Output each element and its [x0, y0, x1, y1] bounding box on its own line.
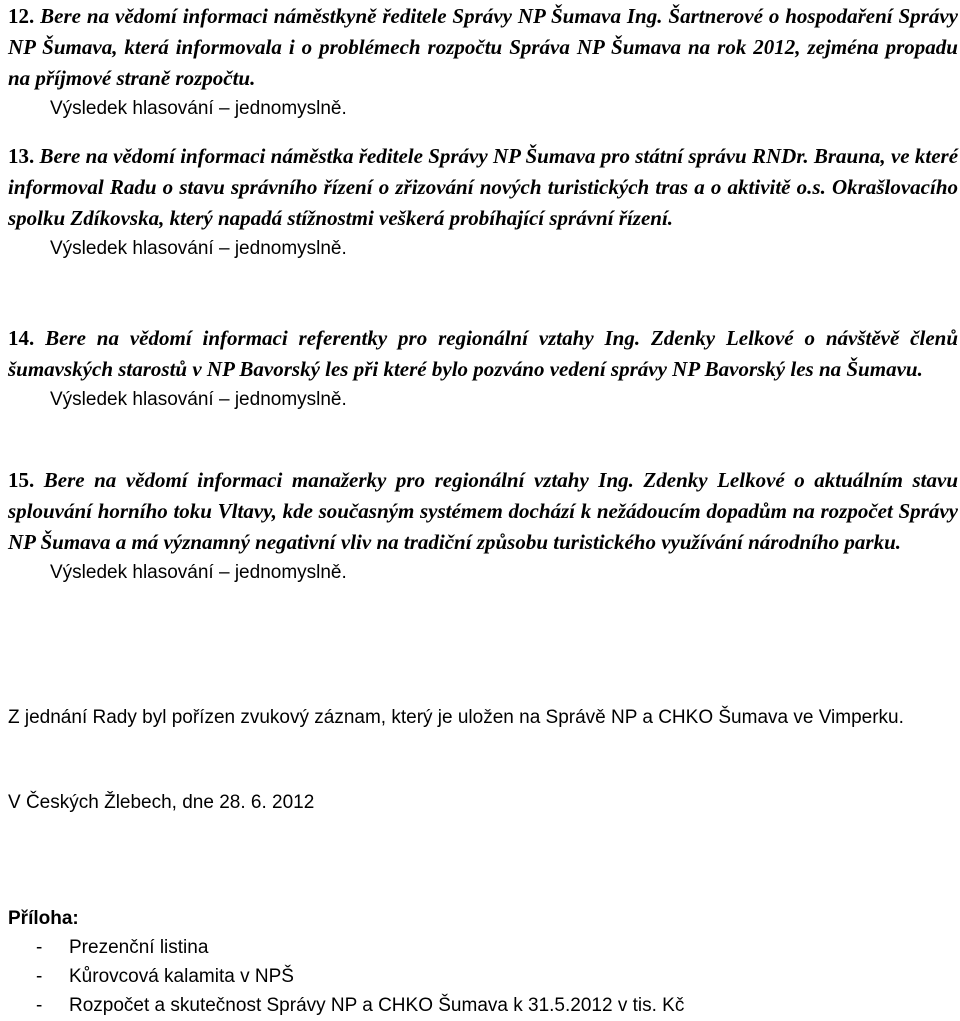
resolution-item-14	[8, 323, 958, 415]
vote-result: Výsledek hlasování – jednomyslně.	[50, 389, 347, 410]
attachment-label: Prezenční listina	[69, 937, 209, 958]
attachments-list	[8, 933, 684, 1020]
vote-result: Výsledek hlasování – jednomyslně.	[50, 98, 347, 119]
list-dash: -	[36, 937, 43, 958]
place-and-date: V Českých Žlebech, dne 28. 6. 2012	[8, 792, 315, 813]
resolution-text	[8, 323, 958, 385]
resolution-body: Bere na vědomí informaci náměstkyně ředitele Správy NP Šumava Ing. Šartnerové o hospodaření Správy NP Šumava, která informovala i o problémech rozpočtu Správa NP Šumava na rok 2012, zejména propadu na příjmové straně rozpočtu.	[8, 4, 958, 90]
resolution-item-13	[8, 141, 958, 264]
audio-record-note: Z jednání Rady byl pořízen zvukový záznam, který je uložen na Správě NP a CHKO Šumava ve Vimperku.	[8, 707, 904, 728]
attachments-title: Příloha:	[8, 908, 79, 929]
resolution-number: 15.	[8, 468, 35, 492]
resolution-text	[8, 465, 958, 558]
resolution-number: 14.	[8, 326, 35, 350]
vote-result: Výsledek hlasování – jednomyslně.	[50, 562, 347, 583]
resolution-text	[8, 1, 958, 94]
attachment-item	[8, 933, 684, 962]
vote-result: Výsledek hlasování – jednomyslně.	[50, 238, 347, 259]
resolution-item-12	[8, 1, 958, 124]
attachment-label: Rozpočet a skutečnost Správy NP a CHKO Šumava k 31.5.2012 v tis. Kč	[69, 995, 685, 1016]
resolution-body: Bere na vědomí informaci náměstka ředitele Správy NP Šumava pro státní správu RNDr. Brauna, ve které informoval Radu o stavu správního řízení o zřizování nových turistických tras a o aktivitě o.s. Okrašlovacího spolku Zdíkovska, který napadá stížnostmi veškerá probíhající správní řízení.	[8, 144, 959, 230]
attachment-label: Kůrovcová kalamita v NPŠ	[69, 966, 294, 987]
resolution-item-15	[8, 465, 958, 588]
list-dash: -	[36, 966, 43, 987]
list-dash: -	[36, 995, 43, 1016]
resolution-number: 12.	[8, 4, 35, 28]
attachment-item	[8, 991, 684, 1020]
resolution-text	[8, 141, 958, 234]
resolution-body: Bere na vědomí informaci referentky pro regionální vztahy Ing. Zdenky Lelkové o návštěvě členů šumavských starostů v NP Bavorský les při které bylo pozváno vedení správy NP Bavorský les na Šumavu.	[8, 326, 959, 381]
attachment-item	[8, 962, 684, 991]
resolution-body: Bere na vědomí informaci manažerky pro regionální vztahy Ing. Zdenky Lelkové o aktuálním stavu splouvání horního toku Vltavy, kde současným systémem dochází k nežádoucím dopadům na rozpočet Správy NP Šumava a má významný negativní vliv na tradiční způsobu turistického využívání národního parku.	[8, 468, 958, 554]
resolution-number: 13.	[8, 144, 35, 168]
